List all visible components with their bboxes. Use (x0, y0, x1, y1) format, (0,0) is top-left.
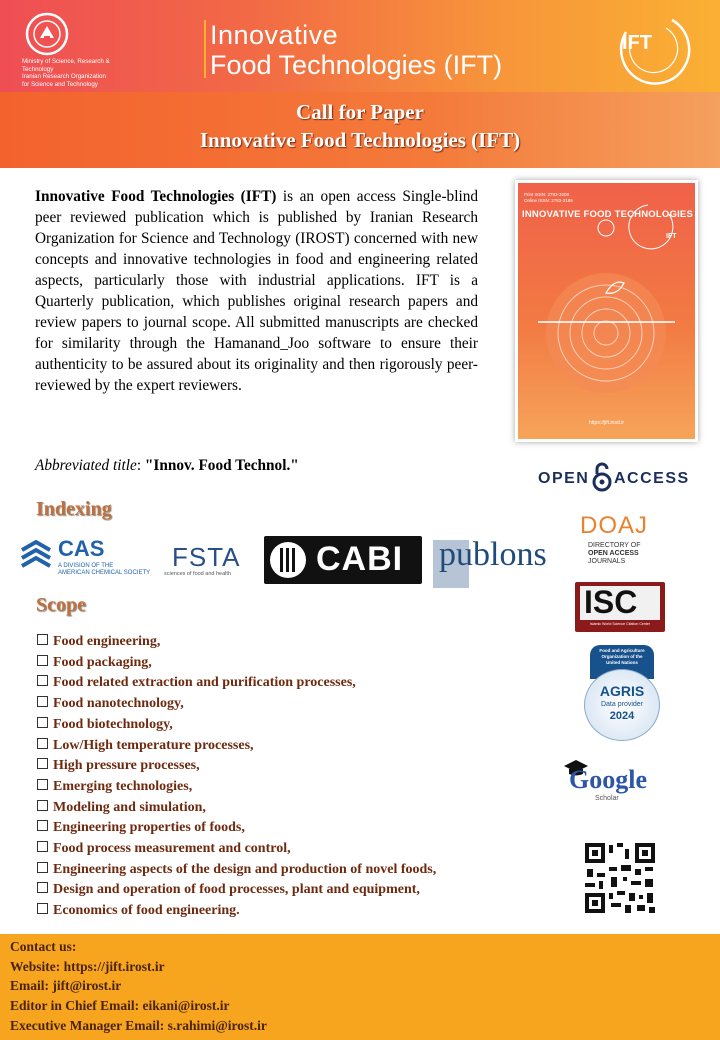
org-name (22, 58, 142, 88)
scope-item-label: Low/High temperature processes, (53, 737, 254, 753)
cabi-name: CABI (316, 540, 404, 578)
checkbox-icon (37, 675, 48, 686)
cas-sub-2: AMERICAN CHEMICAL SOCIETY (58, 570, 151, 576)
checkbox-icon (37, 903, 48, 914)
contact-manager-email[interactable]: Executive Manager Email: s.rahimi@irost.ir (10, 1017, 267, 1033)
contact-email[interactable]: Email: jift@irost.ir (10, 978, 122, 994)
journal-title-line-2: Food Technologies (IFT) (210, 50, 503, 80)
banner-line-1: Call for Paper (296, 100, 424, 124)
isc-logo (575, 582, 665, 632)
agris-org-1: Food and Agriculture (599, 648, 645, 653)
fsta-sub: sciences of food and health (164, 571, 231, 577)
google-sub: Scholar (595, 795, 619, 802)
cas-sub-1: A DIVISION OF THE (58, 563, 114, 569)
agris-name: AGRIS (599, 683, 645, 699)
cover-title: INNOVATIVE FOOD TECHNOLOGIES (522, 209, 693, 220)
org-line-3: for Science and Technology (22, 80, 98, 88)
checkbox-icon (37, 717, 48, 728)
cover-issn-online: Online ISSN: 2783-3186 (524, 198, 573, 203)
fsta-name: FSTA (172, 542, 241, 572)
scope-item-label: Engineering aspects of the design and production of novel foods, (53, 861, 437, 877)
oa-left: OPEN (538, 470, 590, 487)
ift-badge-label: IFT (622, 32, 652, 54)
scope-item-label: Economics of food engineering. (53, 903, 240, 919)
banner-line-2: Innovative Food Technologies (IFT) (199, 128, 521, 152)
contact-website[interactable]: Website: https://jift.irost.ir (10, 958, 165, 974)
publons-logo (433, 536, 561, 588)
checkbox-icon (37, 738, 48, 749)
cover-url: https://jift.irost.ir (588, 420, 624, 426)
irost-logo-icon (22, 12, 72, 56)
scope-item (37, 839, 436, 860)
open-access-logo (538, 462, 698, 492)
agris-org-2: Organization of the (601, 654, 643, 659)
scope-item (37, 673, 436, 694)
description-body: is an open access Single-blind peer reviewed publication which is published by Iranian Research Organization for Science and Technology (IROST) concerned with new concepts and innovative technologies in food and engineering related aspects, particularly those with industrial applications. IFT is a Quarterly publication, which publishes original research papers and review papers to journal scope. All submitted manuscripts are checked for similarity through the Hamanand_Joo software to ensure their authenticity to be assured about its originality and then rigorously peer-reviewed by the expert reviewers. (35, 188, 478, 394)
checkbox-icon (37, 882, 48, 893)
journal-title-line-1: Innovative (210, 20, 339, 50)
cover-issn-print: Print ISSN: 2783-3208 (524, 192, 570, 197)
checkbox-icon (37, 820, 48, 831)
checkbox-icon (37, 779, 48, 790)
scope-item-label: Food biotechnology, (53, 716, 173, 732)
scope-item-label: Food nanotechnology, (53, 696, 184, 712)
org-line-2: Iranian Research Organization (22, 73, 106, 80)
agris-year: 2024 (609, 710, 635, 722)
scope-item (37, 653, 436, 674)
isc-sub: Islamic World Science Citation Center (589, 622, 651, 626)
contact-heading: Contact us: (10, 939, 77, 954)
isc-name: ISC (584, 584, 638, 620)
agris-logo (584, 645, 660, 740)
checkbox-icon (37, 758, 48, 769)
checkbox-icon (37, 634, 48, 645)
cover-issn (524, 192, 573, 204)
cas-mark-icon (16, 538, 56, 570)
description-lead: Innovative Food Technologies (IFT) (35, 188, 277, 205)
abbr-label: Abbreviated title (35, 457, 137, 474)
scope-item (37, 736, 436, 757)
org-line-1: Ministry of Science, Research & Technology (22, 58, 110, 73)
abbr-sep: : (136, 457, 145, 474)
open-lock-icon (592, 462, 612, 492)
scope-item (37, 818, 436, 839)
doaj-sub-2: OPEN ACCESS (588, 550, 639, 557)
publons-name: publons (439, 536, 547, 573)
scope-item (37, 777, 436, 798)
agris-org (590, 648, 654, 666)
contact-editor-email[interactable]: Editor in Chief Email: eikani@irost.ir (10, 998, 230, 1014)
journal-description (35, 186, 478, 396)
agris-org-3: United Nations (606, 660, 638, 665)
fsta-logo (164, 540, 260, 580)
agris-sub: Data provider (600, 701, 644, 708)
google-scholar-logo (561, 755, 673, 805)
doaj-sub-1: DIRECTORY OF (588, 542, 641, 549)
scope-item (37, 715, 436, 736)
checkbox-icon (37, 655, 48, 666)
scope-item (37, 756, 436, 777)
header-divider (204, 20, 206, 78)
abbreviated-title (35, 457, 299, 475)
scope-item-label: Food engineering, (53, 634, 161, 649)
scope-item-label: Design and operation of food processes, plant and equipment, (53, 882, 420, 898)
checkbox-icon (37, 800, 48, 811)
checkbox-icon (37, 862, 48, 873)
cover-badge: IFT (666, 233, 677, 240)
scope-item (37, 880, 436, 901)
cas-name: CAS (58, 536, 105, 561)
scope-item-label: Food packaging, (53, 654, 152, 670)
scope-item (37, 860, 436, 881)
checkbox-icon (37, 841, 48, 852)
scope-item (37, 798, 436, 819)
scope-item-label: Modeling and simulation, (53, 799, 206, 815)
cabi-logo (264, 536, 422, 584)
doaj-name: DOAJ (580, 512, 649, 539)
cabi-mark-icon (268, 540, 308, 580)
scope-item-label: Emerging technologies, (53, 778, 193, 794)
checkbox-icon (37, 696, 48, 707)
oa-right: ACCESS (614, 470, 690, 487)
abbr-value: "Innov. Food Technol." (144, 457, 299, 474)
scope-item-label: Food related extraction and purification processes, (53, 675, 356, 691)
doaj-sub-3: JOURNALS (588, 558, 626, 565)
scope-item (37, 901, 436, 922)
cover-apple-icon (518, 183, 695, 439)
cas-logo (16, 536, 156, 580)
scope-item-label: Food process measurement and control, (53, 841, 291, 857)
scope-item-label: Engineering properties of foods, (53, 820, 245, 836)
scope-list (37, 632, 436, 922)
doaj-logo (580, 512, 660, 572)
scope-item-label: High pressure processes, (53, 758, 200, 774)
scope-item (37, 632, 436, 653)
scope-item (37, 694, 436, 715)
qr-code-icon (583, 841, 657, 915)
indexing-heading: Indexing (36, 498, 112, 520)
contact-info (10, 937, 267, 1036)
scope-heading: Scope (36, 594, 86, 616)
google-name: Google (569, 765, 647, 794)
